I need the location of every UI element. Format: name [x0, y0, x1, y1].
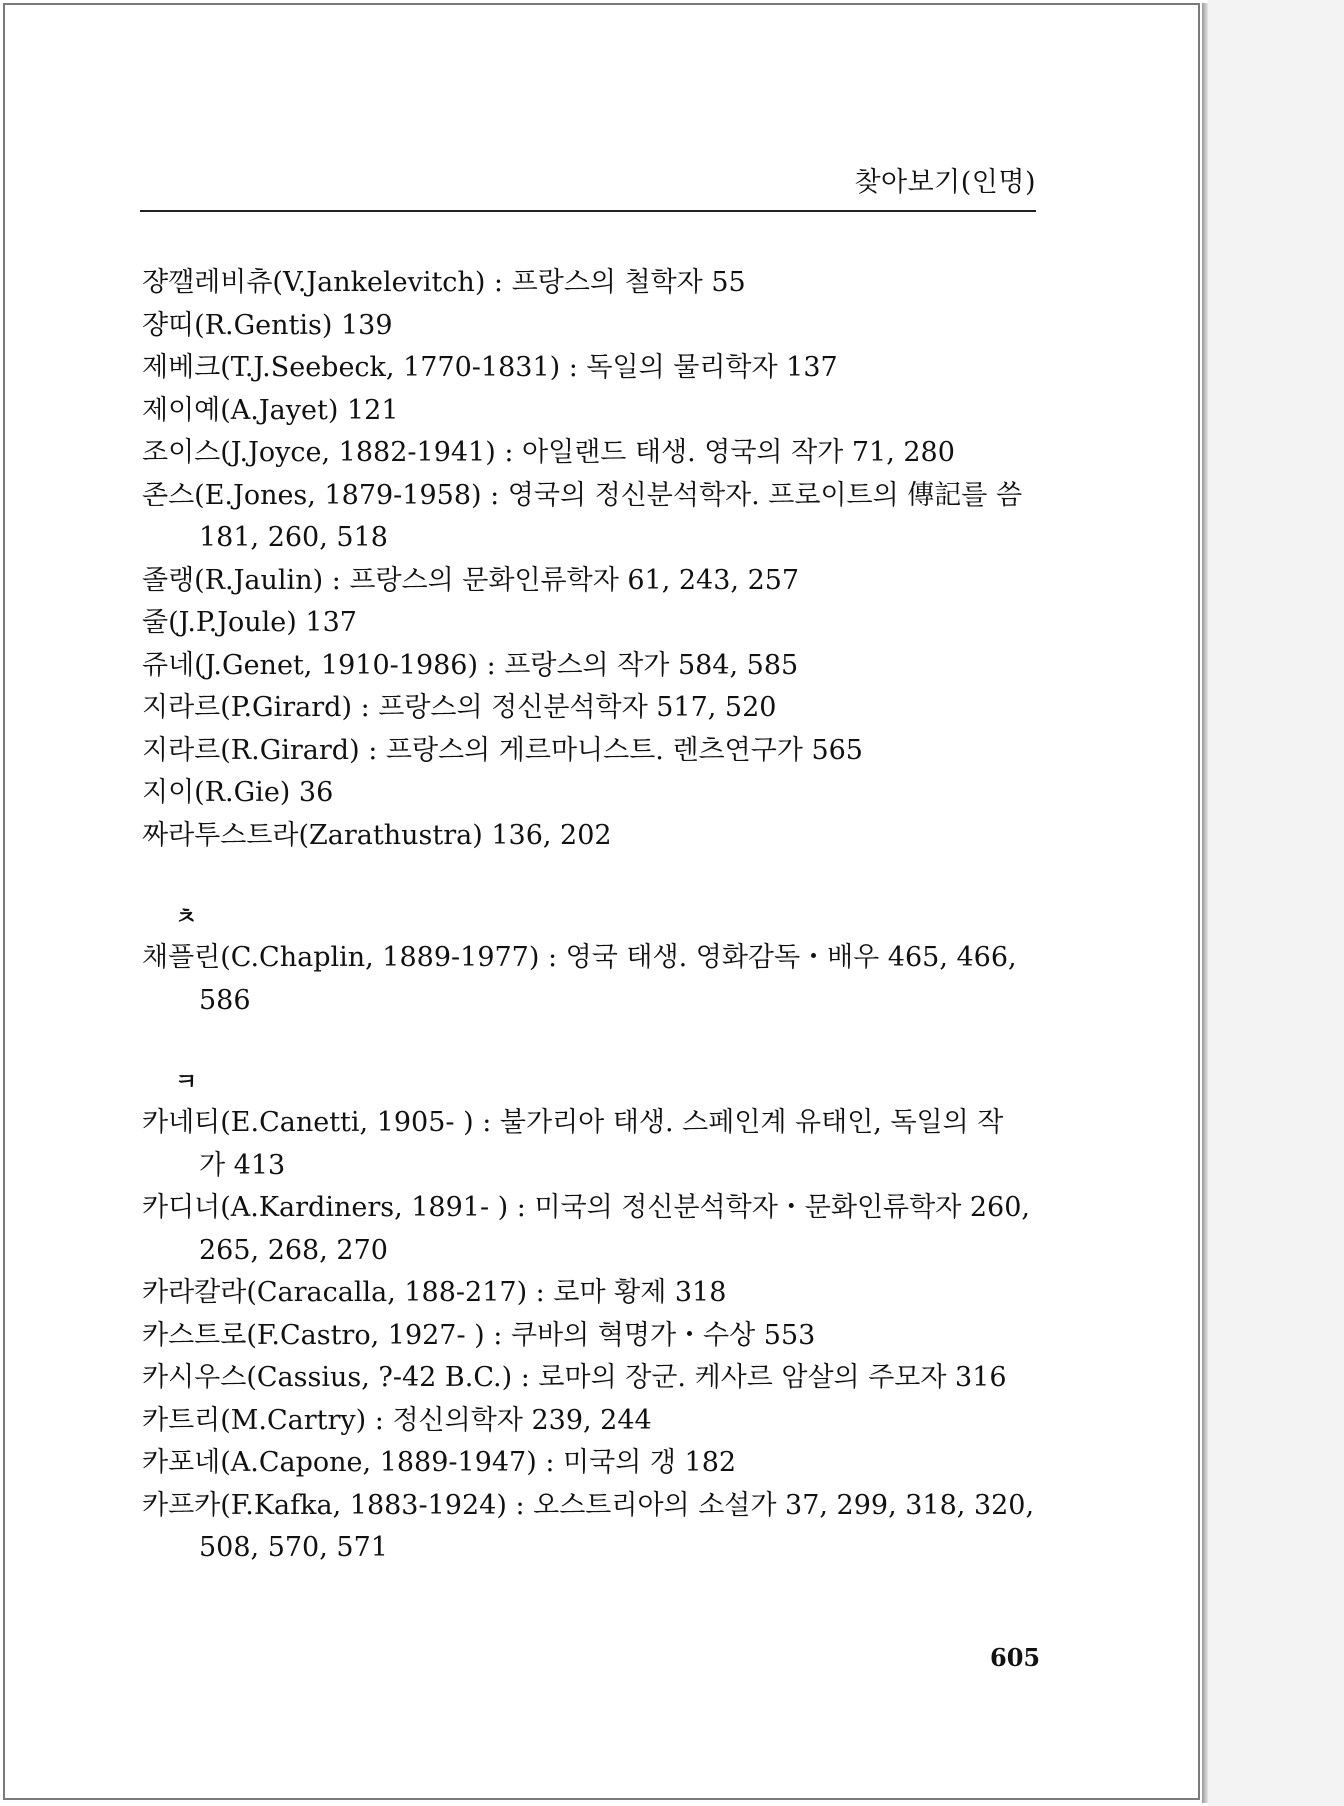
- index-entry: [142, 475, 1062, 560]
- entry-text: 줄(J.P.Joule) 137: [142, 607, 357, 638]
- entry-text: 지이(R.Gie) 36: [142, 777, 334, 808]
- index-entry: [142, 645, 1062, 688]
- entry-continuation: 508, 570, 571: [199, 1532, 388, 1563]
- index-entry: [142, 815, 1062, 858]
- entry-continuation: 가 413: [199, 1149, 286, 1181]
- entry-text: 카시우스(Cassius, ?-42 B.C.) : 로마의 장군. 케사르 암살의 주모자 316: [142, 1362, 1007, 1393]
- viewer-background: [1208, 0, 1344, 1806]
- entry-text: 제베크(T.J.Seebeck, 1770-1831) : 독일의 물리학자 137: [142, 352, 838, 383]
- index-entry: [142, 1485, 1062, 1570]
- index-entry: [142, 730, 1062, 773]
- entry-continuation: 586: [199, 984, 251, 1016]
- entry-text: 카디너(A.Kardiners, 1891- ) : 미국의 정신분석학자・문화인류학자 260,: [142, 1192, 1030, 1223]
- entry-text: 지라르(P.Girard) : 프랑스의 정신분석학자 517, 520: [142, 692, 777, 723]
- index-entry: [142, 772, 1062, 815]
- entry-text: 짜라투스트라(Zarathustra) 136, 202: [142, 819, 612, 851]
- entry-text: 카라칼라(Caracalla, 188-217) : 로마 황제 318: [142, 1277, 727, 1308]
- entry-text: 카트리(M.Cartry) : 정신의학자 239, 244: [142, 1404, 652, 1436]
- index-entry: [142, 937, 1062, 1022]
- index-entry: [142, 1102, 1062, 1187]
- entry-text: 쟝깰레비츄(V.Jankelevitch) : 프랑스의 철학자 55: [142, 267, 746, 298]
- index-entry: [142, 262, 1062, 305]
- index-entry: [142, 390, 1062, 433]
- index-entry: [142, 1272, 1062, 1315]
- index-entry: [142, 1357, 1062, 1400]
- entry-text: 쟝띠(R.Gentis) 139: [142, 309, 393, 341]
- entry-text: 지라르(R.Girard) : 프랑스의 게르마니스트. 렌츠연구가 565: [142, 734, 863, 766]
- index-entry: [142, 687, 1062, 730]
- entry-group-ch: [142, 937, 1062, 1022]
- entry-text: 카프카(F.Kafka, 1883-1924) : 오스트리아의 소설가 37, 299, 318, 320,: [142, 1489, 1035, 1521]
- index-entry: [142, 432, 1062, 475]
- entry-text: 채플린(C.Chaplin, 1889-1977) : 영국 태생. 영화감독・배우 465, 466,: [142, 942, 1017, 973]
- index-entry: [142, 1442, 1062, 1485]
- running-header: 찾아보기(인명): [854, 167, 1036, 198]
- entry-text: 존스(E.Jones, 1879-1958) : 영국의 정신분석학자. 프로이트의 傳記를 씀: [142, 479, 1023, 511]
- index-entry: [142, 1315, 1062, 1358]
- page-number: 605: [990, 1643, 1041, 1672]
- section-heading-k: ㅋ: [175, 1069, 198, 1095]
- index-entry: [142, 305, 1062, 348]
- section-heading-ch: ㅊ: [175, 904, 198, 930]
- entry-group-k: [142, 1102, 1062, 1570]
- index-entry: [142, 1400, 1062, 1443]
- entry-group-j: [142, 262, 1062, 857]
- header-rule: [140, 210, 1036, 212]
- index-entry: [142, 602, 1062, 645]
- entry-text: 제이예(A.Jayet) 121: [142, 394, 399, 426]
- entry-text: 쥬네(J.Genet, 1910-1986) : 프랑스의 작가 584, 585: [142, 649, 799, 681]
- index-entries: [142, 262, 1062, 1570]
- index-entry: [142, 347, 1062, 390]
- index-entry: [142, 560, 1062, 603]
- entry-text: 카네티(E.Canetti, 1905- ) : 불가리아 태생. 스페인계 유태인, 독일의 작: [142, 1107, 1004, 1138]
- index-entry: [142, 1187, 1062, 1272]
- page-shadow: [1202, 3, 1208, 1803]
- entry-text: 카포네(A.Capone, 1889-1947) : 미국의 갱 182: [142, 1447, 737, 1478]
- entry-text: 카스트로(F.Castro, 1927- ) : 쿠바의 혁명가・수상 553: [142, 1319, 816, 1351]
- entry-continuation: 265, 268, 270: [199, 1234, 388, 1266]
- entry-text: 조이스(J.Joyce, 1882-1941) : 아일랜드 태생. 영국의 작가 71, 280: [142, 437, 955, 468]
- entry-continuation: 181, 260, 518: [199, 522, 388, 553]
- entry-text: 졸랭(R.Jaulin) : 프랑스의 문화인류학자 61, 243, 257: [142, 564, 800, 596]
